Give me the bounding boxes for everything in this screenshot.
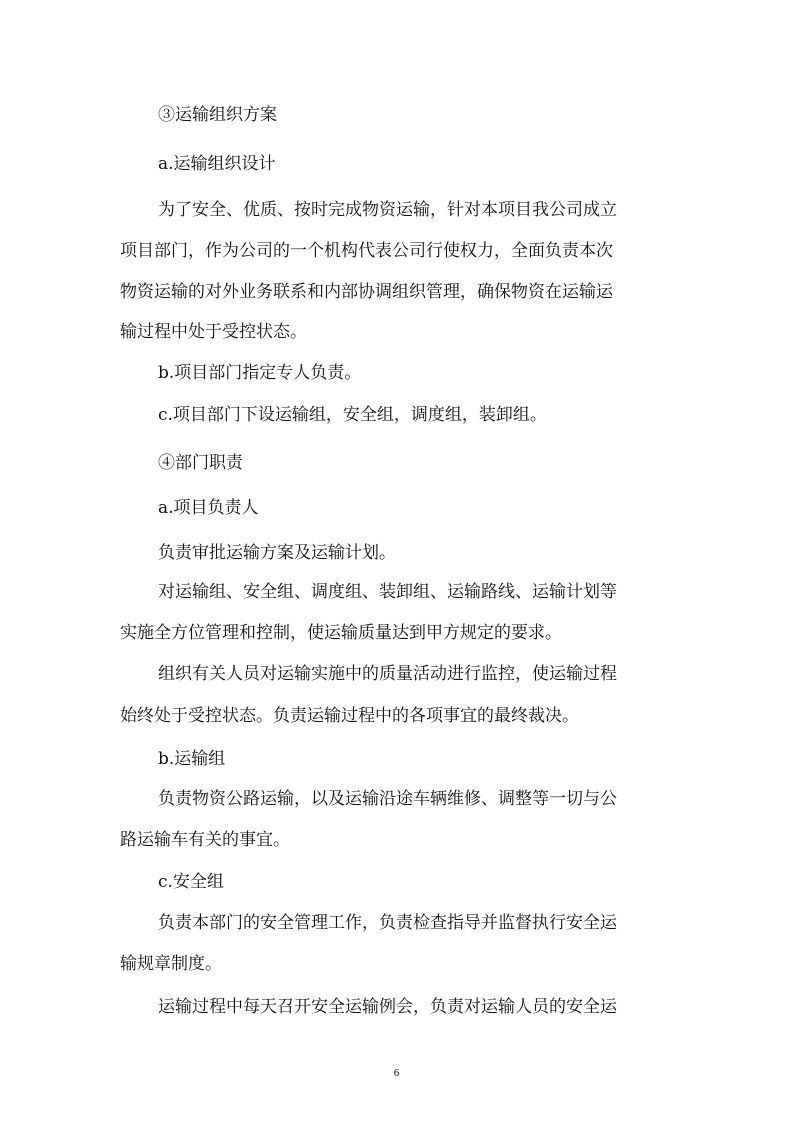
paragraph-line: 负责本部门的安全管理工作，负责检查指导并监督执行安全运 xyxy=(158,913,617,933)
section-heading-department-duties: ④部门职责 xyxy=(158,453,243,473)
paragraph-line: 运输过程中每天召开安全运输例会，负责对运输人员的安全运 xyxy=(158,997,617,1017)
paragraph-line: 路运输车有关的事宜。 xyxy=(120,830,290,850)
subheading-project-lead: a.项目负责人 xyxy=(158,498,259,518)
list-item-c: c.项目部门下设运输组，安全组，调度组，装卸组。 xyxy=(158,405,547,425)
page-number: 6 xyxy=(393,1067,400,1079)
paragraph-line: 负责物资公路运输，以及运输沿途车辆维修、调整等一切与公 xyxy=(158,789,617,809)
paragraph-line: 实施全方位管理和控制，使运输质量达到甲方规定的要求。 xyxy=(120,623,562,643)
list-item-b: b.项目部门指定专人负责。 xyxy=(158,363,362,383)
paragraph-line: 为了安全、优质、按时完成物资运输，针对本项目我公司成立 xyxy=(158,200,617,220)
paragraph-line: 输过程中处于受控状态。 xyxy=(120,322,307,342)
subheading-safety-group: c.安全组 xyxy=(158,872,224,892)
paragraph-line: 项目部门，作为公司的一个机构代表公司行使权力，全面负责本次 xyxy=(120,241,613,261)
paragraph-line: 负责审批运输方案及运输计划。 xyxy=(158,543,396,563)
subheading-transport-design: a.运输组织设计 xyxy=(158,154,276,174)
paragraph-line: 物资运输的对外业务联系和内部协调组织管理，确保物资在运输运 xyxy=(120,282,613,302)
paragraph-line: 组织有关人员对运输实施中的质量活动进行监控，使运输过程 xyxy=(158,664,617,684)
subheading-transport-group: b.运输组 xyxy=(158,749,226,769)
paragraph-line: 输规章制度。 xyxy=(120,954,222,974)
paragraph-line: 对运输组、安全组、调度组、装卸组、运输路线、运输计划等 xyxy=(158,582,617,602)
section-heading-transport-organization: ③运输组织方案 xyxy=(158,105,277,125)
paragraph-line: 始终处于受控状态。负责运输过程中的各项事宜的最终裁决。 xyxy=(120,706,579,726)
